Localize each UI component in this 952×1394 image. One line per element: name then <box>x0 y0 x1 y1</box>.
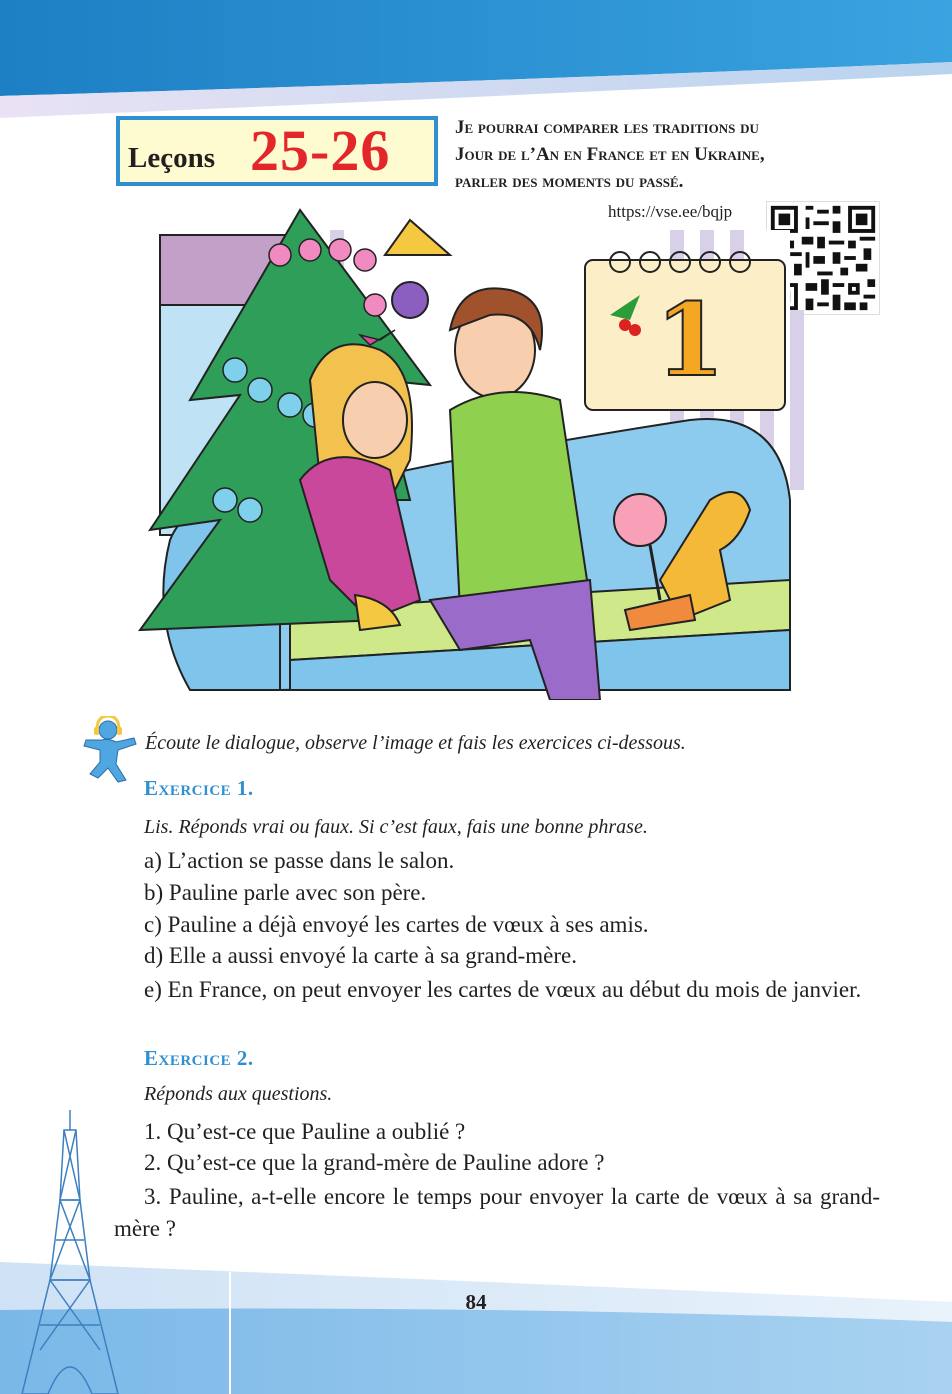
lesson-number: 25-26 <box>250 118 391 183</box>
eiffel-tower-decoration <box>20 1110 120 1394</box>
exercise-1-title: Exercice 1. <box>144 776 254 800</box>
exercise-2-title: Exercice 2. <box>144 1046 254 1070</box>
exercise-2-item: 3. Pauline, a-t-elle encore le temps pour envoyer la carte de vœux à sa grand-mère ? <box>114 1184 880 1241</box>
objective-line: Je pourrai comparer les traditions du <box>455 117 759 138</box>
lesson-objective <box>455 114 905 195</box>
exercise-1-item: d) Elle a aussi envoyé la carte à sa grand-mère. <box>144 943 577 968</box>
calendar <box>585 252 785 410</box>
calendar-day: 1 <box>655 281 725 399</box>
lesson-number-box <box>116 116 438 186</box>
exercise-2-instruction: Réponds aux questions. <box>144 1083 333 1105</box>
exercise-1-item: b) Pauline parle avec son père. <box>144 880 427 905</box>
exercise-2-item: 2. Qu’est-ce que la grand-mère de Pauline adore ? <box>144 1150 605 1175</box>
exercise-2-item: 1. Qu’est-ce que Pauline a oublié ? <box>144 1119 466 1144</box>
objective-line: parler des moments du passé. <box>455 171 684 192</box>
bottom-decorative-band <box>0 1262 952 1394</box>
listening-instruction: Écoute le dialogue, observe l’image et fais les exercices ci-dessous. <box>145 732 686 754</box>
headphones-listen-icon <box>82 716 142 784</box>
page-number: 84 <box>465 1290 487 1314</box>
exercise-1-item: c) Pauline a déjà envoyé les cartes de vœux à ses amis. <box>144 912 649 937</box>
exercise-1-item: a) L’action se passe dans le salon. <box>144 848 455 873</box>
exercise-1-item: e) En France, on peut envoyer les cartes de vœux au début du mois de janvier. <box>144 977 862 1002</box>
resource-url[interactable]: https://vse.ee/bqjp <box>608 202 733 221</box>
exercise-1-instruction: Lis. Réponds vrai ou faux. Si c’est faux, fais une bonne phrase. <box>144 816 648 838</box>
objective-line: Jour de l’An en France et en Ukraine, <box>455 144 765 165</box>
top-decorative-band <box>0 0 952 120</box>
illustration-new-year-scene <box>130 200 830 700</box>
lesson-label: Leçons <box>128 142 215 174</box>
